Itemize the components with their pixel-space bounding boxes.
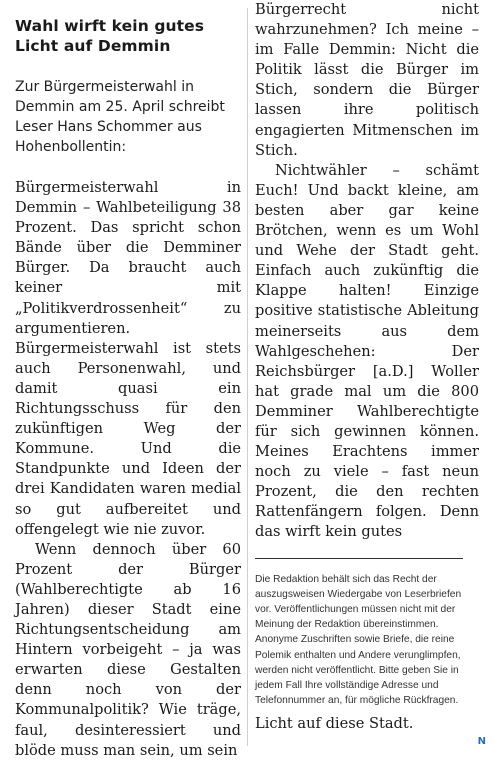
left-body-text: [15, 178, 241, 761]
right-body-text: [255, 0, 479, 543]
article-intro: Zur Bürgermeisterwahl in Demmin am 25. April schreibt Leser Hans Schommer aus Hohenbollentin:: [15, 79, 225, 155]
disclaimer-rule: [255, 558, 463, 559]
body-paragraph-2: Wenn dennoch über 60 Prozent der Bürger (Wahlberechtigte ab 16 Jahren) dieser Stadt eine Richtungsentscheidung am Hintern vorbeigeht – ja was erwarten diese Gestalten denn noch von der Kommunalpolitik? Wie träge, faul, desinteressiert und blöde muss man sein, um sein: [15, 540, 241, 759]
body-paragraph-1: Bürgermeisterwahl in Demmin – Wahlbeteiligung 38 Prozent. Das spricht schon Bände über die Demminer Bürger. Da braucht auch keiner mit „Politikverdrossenheit“ zu argumentieren. Bürgermeisterwahl ist stets auch Personenwahl, und damit quasi ein Richtungsschuss für den zukünftigen Weg der Kommune. Und die Standpunkte und Ideen der drei Kandidaten waren medial so gut aufbereitet und offengelegt wie nie zuvor.: [15, 179, 241, 538]
left-column: [15, 0, 241, 761]
right-column: [255, 0, 479, 734]
article-headline: Wahl wirft kein gutes Licht auf Demmin: [15, 17, 205, 55]
body-paragraph-3: Bürgerrecht nicht wahrzunehmen? Ich meine – im Falle Demmin: Nicht die Politik lässt die Bürger im Stich, sondern die Bürger lassen ihre politisch engagierten Mitmenschen im Stich.: [255, 1, 479, 159]
body-paragraph-4: Nichtwähler – schämt Euch! Und backt kleine, am besten aber gar keine Brötchen, wenn es um Wohl und Wehe der Stadt geht. Einfach auch zukünftig die Klappe halten! Einzige positive statistische Ableitung meinerseits aus dem Wahlgeschehen: Der Reichsbürger [a.D.] Woller hat grade mal um die 800 Demminer Wahlberechtigte für sich gewinnen können. Meines Erachtens immer noch zu viele – fast neun Prozent, die den rechten Rattenfängern folgen. Denn das wirft kein gutes: [255, 161, 479, 541]
column-divider: [247, 8, 248, 746]
editorial-disclaimer: Die Redaktion behält sich das Recht der auszugsweisen Wiedergabe von Leserbriefen vor. Veröffentlichungen müssen nicht mit der Meinung der Redaktion übereinstimmen. Anonyme Zuschriften sowie Briefe, die reine Polemik enthalten und Andere verunglimpfen, werden nicht veröffentlicht. Bitte geben Sie in jedem Fall Ihre vollständige Adresse und Telefonnummer an, für mögliche Rückfragen.: [255, 573, 462, 707]
corner-mark: N: [477, 736, 486, 747]
closing-line: Licht auf diese Stadt.: [255, 715, 414, 733]
